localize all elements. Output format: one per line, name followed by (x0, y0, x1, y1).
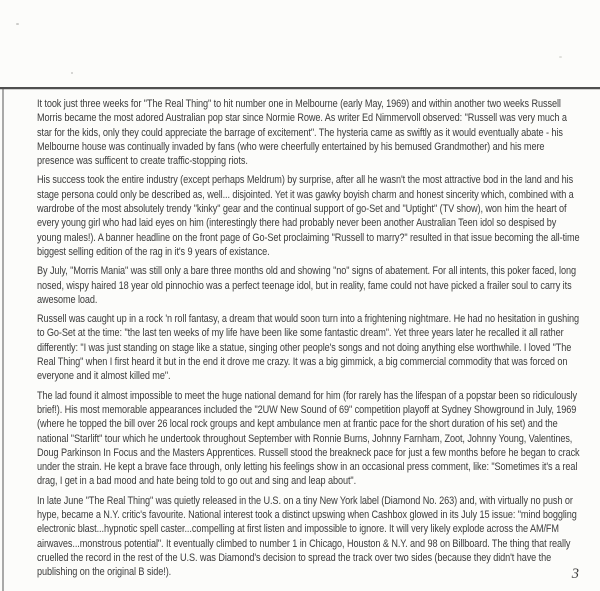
paragraph-industry-surprise: His success took the entire industry (except perhaps Meldrum) by surprise, after all he wasn't the most attractive bod in the land and his stage persona could only be described as, well... disjointed. Yet it was gawky boyish charm and honest sincerity which, combined with a wardrobe of the most absolutely trendy "kinky" gear and the continual support of go-Set and "Uptight" (TV show), won him the heart of every young girl who had laid eyes on him (interestingly there had probably never been another Australian Teen idol so despised by young males!). A banner headline on the front page of Go-Set proclaiming "Russell to marry?" resulted in that issue becoming the all-time biggest selling edition of the rag in it's 9 years of existance. (37, 174, 580, 258)
paragraph-national-demand: The lad found it almost impossible to meet the huge national demand for him (for rarely has the lifespan of a popstar been so ridiculously brief!). His most memorable appearances included the "2UW New Sound of 69" competition playoff at Sydney Showground in July, 1969 (where he topped the bill over 26 local rock groups and kept ambulance men at frantic pace for the short duration of his set) and the national "Starlift" tour which he undertook throughout September with Ronnie Burns, Johnny Farnham, Zoot, Johnny Young, Valentines, Doug Parkinson In Focus and the Masters Apprentices. Russell stood the breakneck pace for just a few months before he began to crack under the strain. He kept a brave face through, only letting his feelings show in an occasional press comment, like: "Sometimes it's a real drag, I get in a bad mood and hate being told to go out and sing and leap about". (37, 389, 580, 488)
article-text (37, 97, 582, 585)
scan-speck (71, 72, 73, 74)
paragraph-us-release: In late June "The Real Thing" was quietly released in the U.S. on a tiny New York label (Diamond No. 263) and, with virtually no push or hype, became a N.Y. critic's favourite. National interest took a distinct upswing when Cashbox glowed in its July 15 issue: "mind boggling electronic blast...hypnotic spell caster...compelling at first listen and impossible to ignore. It will very likely explode across the AM/FM airwaves...monstrous potential". It eventually climbed to number 1 in Chicago, Houston & N.Y. and 98 on Billboard. The thing that really cruelled the record in the rest of the U.S. was Diamond's decision to spread the track over two sides (because they didn't have the publishing on the original B side!). (37, 494, 577, 579)
page-number: 3 (571, 566, 579, 582)
page-left-edge-rule (2, 89, 4, 591)
paragraph-morris-mania: By July, "Morris Mania" was still only a bare three months old and showing "no" signs of abatement. For all intents, this poker faced, long nosed, wispy haired 18 year old pinnochio was a perfect teenage idol, but in reality, fame could not have picked a frailer soul to carry its awesome load. (37, 265, 576, 306)
paragraph-rock-n-roll-fantasy: Russell was caught up in a rock 'n roll fantasy, a dream that would soon turn into a frightening nightmare. He had no hesitation in gushing to Go-Set at the time: "the last ten weeks of my life have been like some fantastic dream". Yet three years later he recalled it all rather differently: "I was just standing on stage like a statue, singing other people's songs and not doing anything else worthwhile. I loved "The Real Thing" when I first heard it but in the end it drove me crazy. It was a big gimmick, a big commercial commodity that was forced on everyone and it almost killed me". (37, 313, 580, 383)
paragraph-hit-number-one: It took just three weeks for "The Real Thing" to hit number one in Melbourne (early May, 1969) and within another two weeks Russell Morris became the most adored Australian pop star since Normie Rowe. As writer Ed Nimmervoll observed: "Russell was very much a star for the kids, only they could appreciate the barrage of excitement". The hysteria came as swiftly as it would eventually abate - his Melbourne house was continually invaded by fans (who were cheerfully entertained by his bemused Grandmother) and his mere presence was sufficent to create traffic-stopping riots. (37, 98, 567, 168)
page-top-rule (0, 87, 600, 89)
scan-speck (16, 23, 19, 25)
scan-speck (559, 56, 562, 58)
